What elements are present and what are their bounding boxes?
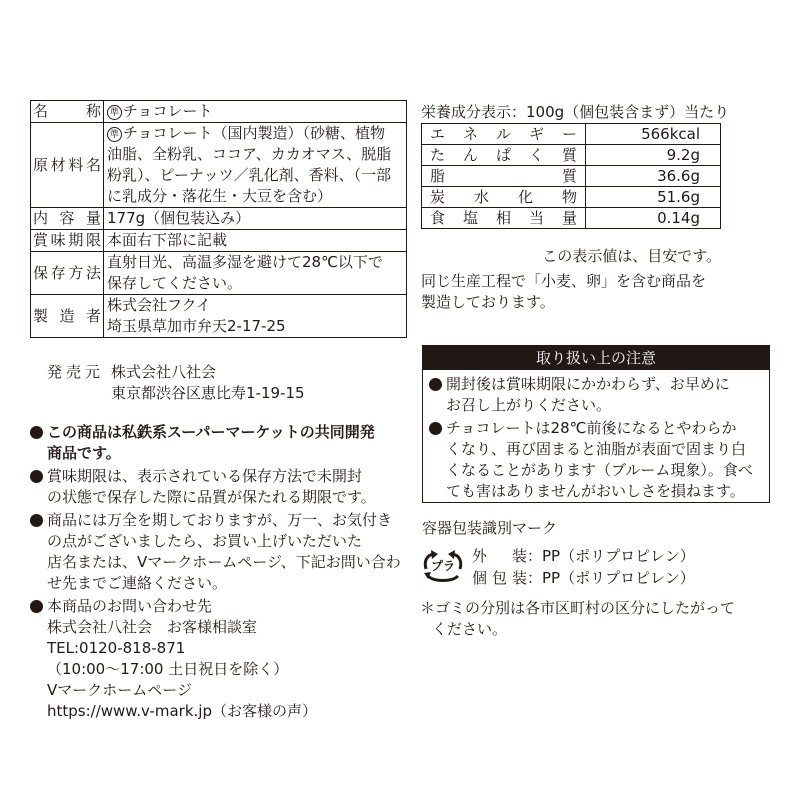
bullet-icon [30, 426, 43, 439]
svg-text:プラ: プラ [430, 559, 456, 573]
info-value: 準 チョコレート [104, 101, 407, 123]
info-value: 準 チョコレート（国内製造）（砂糖、植物 油脂、全粉乳、ココア、カカオマス、脱脂 粉乳）、ピーナッツ／乳化剤、香料、（一部 に乳成分・落花生・大豆を含む） [104, 123, 407, 208]
seller-info [47, 362, 305, 404]
seller-address: 東京都渋谷区恵比寿1-19-15 [111, 384, 305, 402]
info-label: 内 容 量 [31, 208, 104, 230]
seller-name: 株式会社八社会 [111, 363, 217, 381]
package-line-inner: 個包装：PP（ポリプロピレン） [472, 569, 695, 587]
nutrition-note: この表示値は、目安です。 [542, 247, 721, 265]
note-item: 本商品のお問い合わせ先 株式会社八社会 お客様相談室 TEL:0120-818-871 （10:00～17:00 土日祝日を除く） Vマークホームページ https://www.v-mark.jp（お客様の声） [30, 596, 415, 722]
info-value: 株式会社フクイ 埼玉県草加市弁天2-17-25 [104, 295, 407, 338]
nutrition-row: 脂質 36.6g [422, 166, 721, 187]
garbage-note: ＊ゴミの分別は各市区町村の区分にしたがって ください。 [420, 599, 736, 638]
handling-title: 取り扱い上の注意 [423, 346, 769, 370]
note-item: この商品は私鉄系スーパーマーケットの共同開発 商品です。 [30, 422, 415, 464]
info-label: 名 称 [31, 101, 104, 123]
bullet-icon [30, 600, 43, 613]
info-label: 製 造 者 [31, 295, 104, 338]
jun-mark-icon: 準 [107, 105, 122, 120]
info-row-expiry [31, 230, 407, 252]
bullet-icon [429, 378, 442, 391]
package-line-outer: 外装：PP（ポリプロピレン） [472, 547, 695, 565]
website-url: https://www.v-mark.jp（お客様の声） [47, 702, 317, 720]
allergen-note: 同じ生産工程で「小麦、卵」を含む商品を 製造しております。 [421, 272, 707, 311]
info-value: 直射日光、高温多湿を避けて28℃以下で 保存してください。 [104, 252, 407, 295]
bullet-icon [429, 422, 442, 435]
product-info-table [30, 100, 407, 338]
info-label: 賞味期限 [31, 230, 104, 252]
handling-box [422, 345, 770, 503]
package-mark-title: 容器包装識別マーク [422, 519, 558, 537]
info-label: 保存方法 [31, 252, 104, 295]
plastic-recycle-icon [422, 548, 464, 584]
nutrition-row: エネルギー 566kcal [422, 124, 721, 145]
info-row-content [31, 208, 407, 230]
notes-list [30, 422, 415, 724]
bullet-icon [30, 470, 43, 483]
info-row-manufacturer [31, 295, 407, 338]
info-row-name [31, 101, 407, 123]
contact-phone: TEL:0120-818-871 [47, 639, 186, 657]
handling-item: チョコレートは28℃前後になるとやわらか くなり、再び固まると油脂が表面で固まり白 くなることがあります（ブルーム現象）。食べ ても害はありませんがおいしさを損ねます。 [429, 418, 765, 502]
info-value: 本面右下部に記載 [104, 230, 407, 252]
info-label: 原材料名 [31, 123, 104, 208]
note-item: 商品には万全を期しておりますが、万一、お気付き の点がございましたら、お買い上げいただいた 店名または、Vマークホームページ、下記お問い合わ せ先までご連絡ください。 [30, 510, 415, 594]
nutrition-row: 食塩相当量 0.14g [422, 208, 721, 229]
seller-label: 発売元 [47, 363, 105, 381]
handling-item: 開封後は賞味期限にかかわらず、お早めに お召し上がりください。 [429, 374, 765, 416]
note-item: 賞味期限は、表示されている保存方法で未開封 の状態で保存した際に品質が保たれる期限です。 [30, 466, 415, 508]
nutrition-row: たんぱく質 9.2g [422, 145, 721, 166]
nutrition-row: 炭水化物 51.6g [422, 187, 721, 208]
bullet-icon [30, 514, 43, 527]
info-value: 177g（個包装込み） [104, 208, 407, 230]
nutrition-table [421, 123, 721, 229]
jun-mark-icon: 準 [107, 127, 122, 142]
info-row-ingredients [31, 123, 407, 208]
info-row-storage [31, 252, 407, 295]
nutrition-title: 栄養成分表示：100g（個包装含まず）当たり [421, 103, 730, 121]
